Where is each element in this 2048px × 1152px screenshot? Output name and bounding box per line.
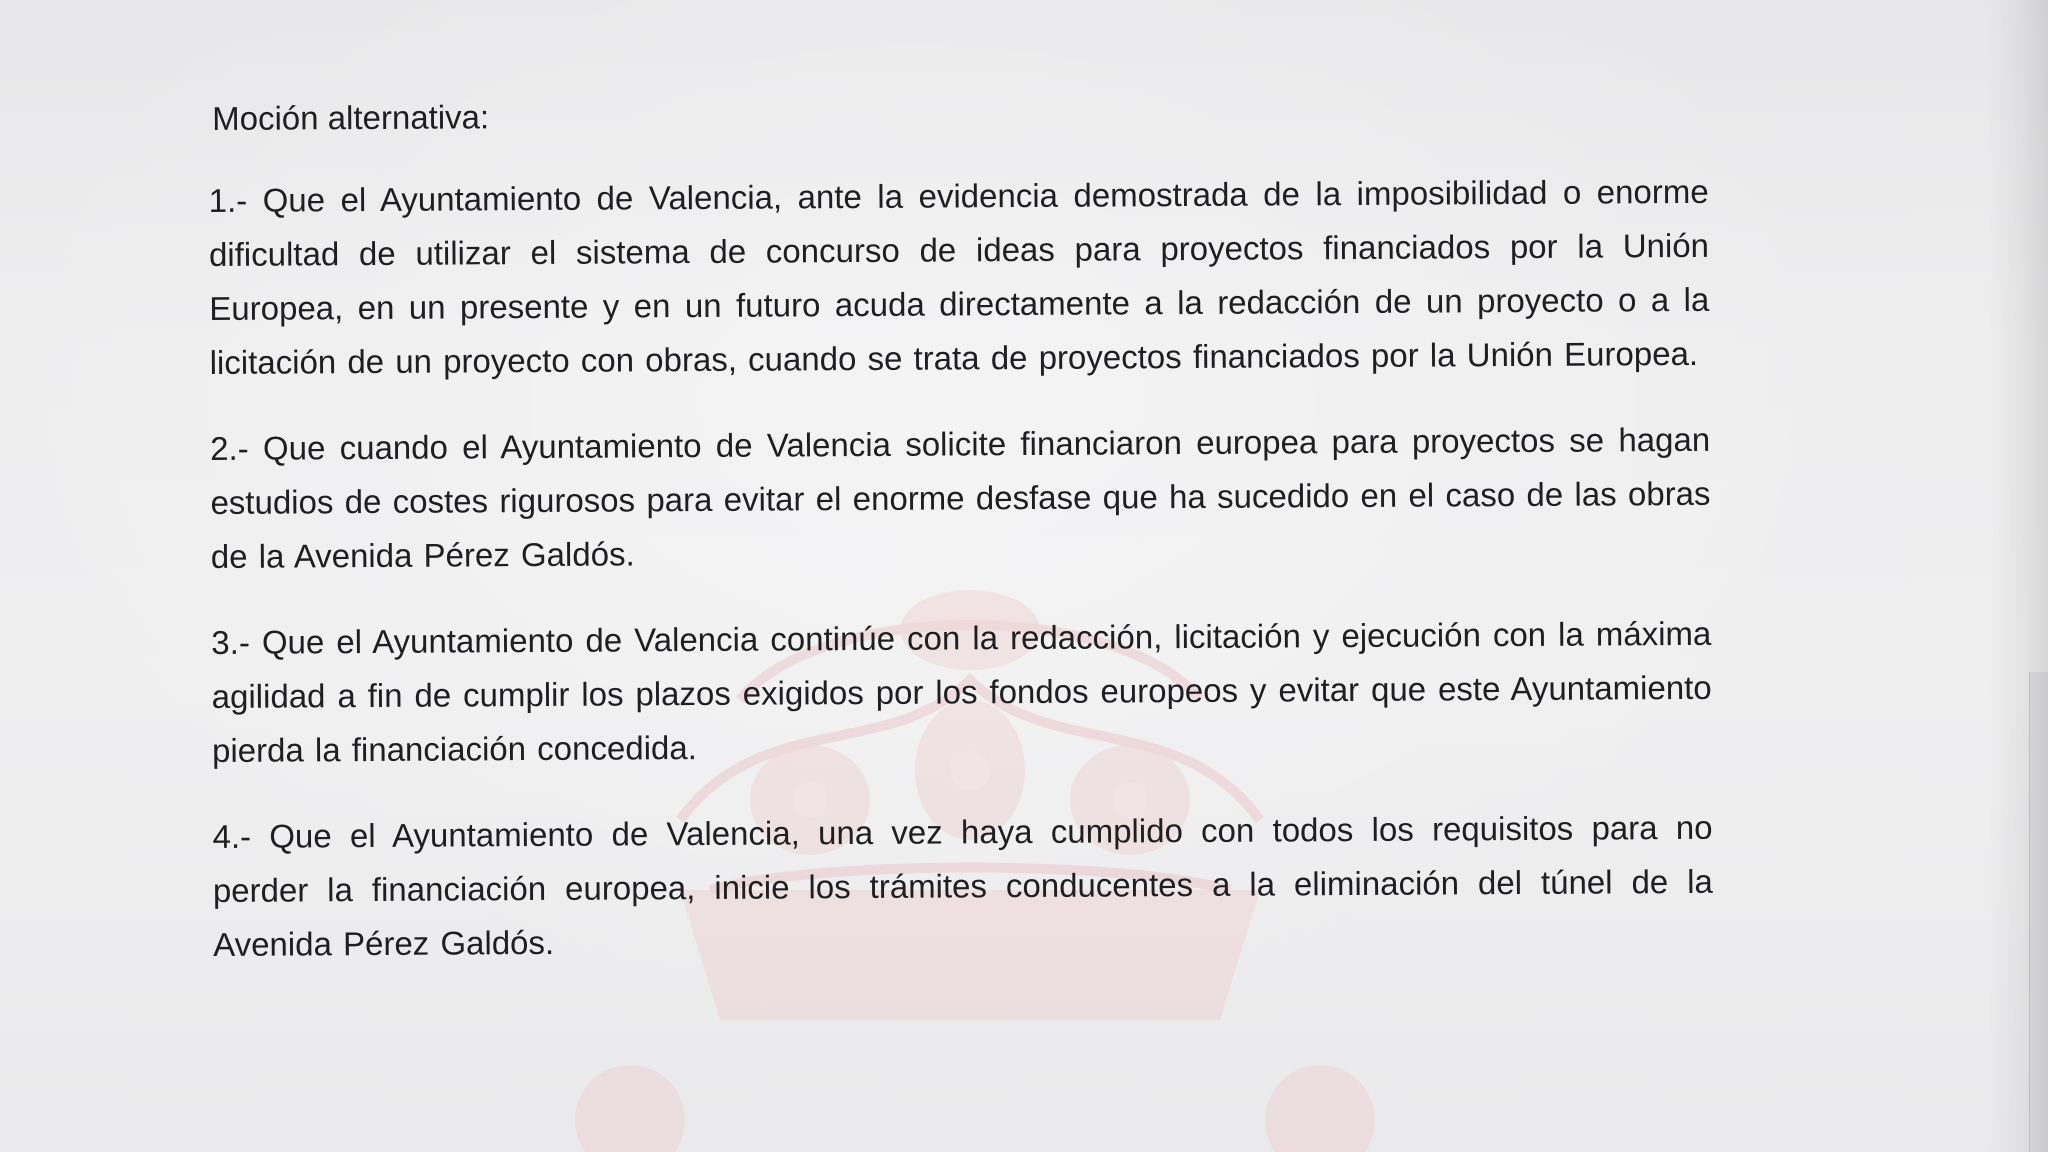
motion-item-2: 2.- Que cuando el Ayuntamiento de Valencia solicite financiaron europea para proyectos se hagan estudios de costes rigurosos para evitar el enorme desfase que ha sucedido en el caso de las obras de la Avenida Pérez Galdós.: [210, 420, 1711, 575]
page-edge-shadow: [1988, 0, 2048, 1152]
motion-item-4: 4.- Que el Ayuntamiento de Valencia, una vez haya cumplido con todos los requisitos para no perder la financiación europea, inicie los trámites conducentes a la eliminación del túnel de la Avenida Pérez Galdós.: [212, 808, 1713, 963]
document-heading: Moción alternativa:: [212, 98, 490, 137]
document-body: [208, 83, 1714, 1004]
motion-item-1: 1.- Que el Ayuntamiento de Valencia, ante la evidencia demostrada de la imposibilidad o enorme dificultad de utilizar el sistema de concurso de ideas para proyectos financiados por la Unión Europea, en un presente y en un futuro acuda directamente a la redacción de un proyecto o a la licitación de un proyecto con obras, cuando se trata de proyectos financiados por la Unión Europea.: [208, 172, 1710, 381]
motion-item-3: 3.- Que el Ayuntamiento de Valencia continúe con la redacción, licitación y ejecución con la máxima agilidad a fin de cumplir los plazos exigidos por los fondos europeos y evitar que este Ayuntamiento pierda la financiación concedida.: [211, 614, 1712, 769]
